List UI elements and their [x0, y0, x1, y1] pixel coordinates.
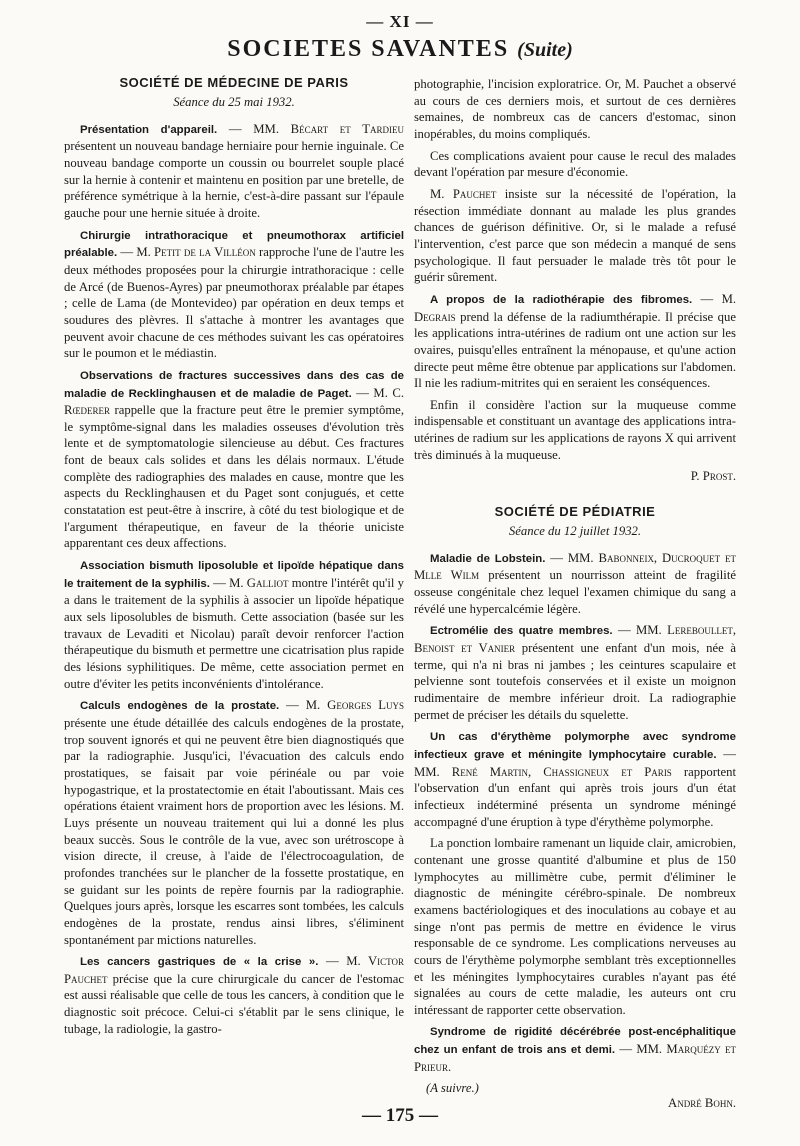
article-authors: M. C. Rœderer	[64, 385, 404, 418]
page-number: — 175 —	[362, 1105, 438, 1126]
article-title: Observations de fractures successives dans des cas de maladie de Recklinghausen et de maladie de Paget.	[64, 369, 404, 400]
article-text: rapproche l'une de l'autre les deux méthodes proposées pour la chirurgie intrathoracique : celle de Arcé (de Buenos-Ayres) par pneumothorax préalable par étapes ; celle de Lama (de Montevideo) par opération en deux temps et soudures des plèvres. Il s'attache à montrer les avantages que peuvent avoir chacune de ces méthodes suivant les cas opératoires sur le poumon et le médiastin.	[64, 245, 405, 361]
article-title: Calculs endogènes de la prostate.	[80, 700, 280, 713]
article-paragraph: A propos de la radiothérapie des fibromes. — M. Degrais prend la défense de la radiumthérapie. Il précise que les applications intra-utérines de radium ont une action sur les ovaires, puisqu'elles entraînent la ménopause, et qu'une action directe peut même être obtenue par applications sur l'abdomen. Il nie les radium-mitrites qui en seraient les conséquences.	[414, 291, 737, 391]
article-paragraph: Ectromélie des quatre membres. — MM. Lereboullet, Benoist et Vanier présentent une enfant d'un mois, née à terme, qui n'a ni bras ni jambes ; les ceintures scapulaire et pelvienne sont toutefois conservées et il existe un moignon rudimentaire de membre inférieur droit. La radiographie permet de préciser les détails du squelette.	[414, 623, 737, 722]
article-text: rapportent l'observation d'un enfant qui après trois jours d'un état infectieux indéterminé présenta un syndrome méningé accompagné d'une éruption à type d'érythème polymorphe.	[414, 764, 737, 829]
left-column	[64, 74, 404, 1042]
to-be-continued: (A suivre.)	[426, 1081, 479, 1096]
section-title-text: SOCIETES SAVANTES	[227, 36, 510, 62]
article-authors: MM. Marquézy et Prieur.	[414, 1042, 737, 1074]
paragraph: La ponction lombaire ramenant un liquide clair, amicrobien, contenant une grosse quantité d'albumine et plus de 150 lymphocytes au millimètre cube, permit d'éliminer le diagnostic de méningite cérébro-spinale. De nombreux examens bactériologiques et des inoculations au cobaye et au singe n'ont pas permis de mettre en évidence le virus responsable de ce syndrome. Les complications nerveuses au cours de l'érythème polymorphe semblant très exceptionnelles et les méningites lymphocytaires curables n'ayant pas été signalées au cours de cette maladie, les auteurs ont cru intéressant de rapporter cette observation.	[414, 836, 736, 1017]
article-paragraph: Association bismuth liposoluble et lipoïde hépatique dans le traitement de la syphilis. — M. Galliot montre l'intérêt qu'il y a dans le traitement de la syphilis à associer un lipoïde hépatique aux sels liposolubles de bismuth. Cette association (basée sur les travaux de Levaditi et Nicolau) paraît devoir renforcer l'action thérapeutique du bismuth et permettre une cicatrisation plus rapide des lésions syphilitiques. De même, cette association permet en outre d'éviter les petits inconvénients d'intolérance.	[64, 560, 404, 691]
article-text: présentent un nourrisson atteint de fragilité osseuse congénitale chez lequel l'examen chimique du sang a révélé une hypercalcémie légère.	[414, 568, 736, 616]
article-text: présentent un nouveau bandage herniaire pour hernie inguinale. Ce nouveau bandage comporte un coussin ou bourrelet souple placé sur la hernie à contenir et maintenu en position par une bretelle, de préférence symétrique à la hernie, c'est-à-dire passant sur l'épaule gauche pour une hernie située à droite.	[64, 139, 404, 220]
article-paragraph: Présentation d'appareil. — MM. Bécart et Tardieu présentent un nouveau bandage herniaire pour hernie inguinale. Ce nouveau bandage comporte un coussin ou bourrelet souple placé sur la hernie à contenir et maintenu en position par une bretelle, de préférence symétrique à la hernie, c'est-à-dire passant sur l'épaule gauche pour une hernie située à droite.	[64, 121, 404, 220]
article-text: précise que la cure chirurgicale du cancer de l'estomac est aussi réalisable que celle de tous les cancers, à condition que le diagnostic soit précoce. Celui-ci s'établit par le sens clinique, le tubage, la radiologie, la gastro-	[64, 971, 404, 1036]
article-text: prend la défense de la radiumthérapie. Il précise que les applications intra-utérines de radium ont une action sur les ovaires, puisqu'elles entraînent la ménopause, et qu'une action directe peut même être obtenue par applications sur l'abdomen. Il nie les radium-mitrites qui en seraient les conséquences.	[414, 309, 736, 391]
article-authors: MM. Bécart et Tardieu	[253, 121, 404, 136]
society-heading: SOCIÉTÉ DE PÉDIATRIE	[494, 504, 656, 520]
article-title: Un cas d'érythème polymorphe avec syndrome infectieux grave et méningite lymphocytaire curable.	[414, 731, 736, 761]
society-heading: SOCIÉTÉ DE MÉDECINE DE PARIS	[119, 75, 349, 90]
section-title	[0, 34, 800, 65]
article-authors: M. Victor Pauchet	[64, 954, 405, 986]
article-title: Chirurgie intrathoracique et pneumothorax artificiel préalable.	[64, 229, 404, 260]
paragraph	[414, 186, 736, 286]
article-text: rappelle que la fracture peut être le premier symptôme, le symptôme-signal dans les maladies osseuses d'évolution très lente et de symptomatologie silencieuse au début. Ces fractures font de beaux cals solides et dans les délais normaux. L'étude complète des radiographies des malades en cause, montre que les aspects du Recklinghausen et du Paget sont conjugués, et cette constatation est peut-être à inscrire, à côté du test biologique et de l'argument thérapeutique, en faveur de la théorie uniciste apparentant ces deux affections.	[64, 403, 404, 551]
article-authors: MM. Babonneix, Ducroquet et Mlle Wilm	[414, 550, 737, 583]
article-authors: M. Galliot	[229, 575, 289, 590]
article-paragraph: Chirurgie intrathoracique et pneumothorax artificiel préalable. — M. Petit de la Villéon rapproche l'une de l'autre les deux méthodes proposées pour la chirurgie intrathoracique : celle de Arcé (de Buenos-Ayres) par pneumothorax préalable par étapes ; celle de Lama (de Montevideo) par opération en deux temps et soudures des plèvres. Il s'attache à montrer les avantages que peuvent avoir chacune de ces méthodes suivant les cas opératoires sur le poumon et le médiastin.	[64, 229, 405, 361]
article-authors: MM. Lereboullet, Benoist et Vanier	[414, 623, 737, 656]
article-paragraph: Calculs endogènes de la prostate. — M. Georges Luys présente une étude détaillée des calculs endogènes de la prostate, trop souvent ignorés et qui ne peuvent être bien diagnostiqués que par la radiographie. Jusqu'ici, l'évacuation des calculs endo prostatiques, se faisait par voie périnéale ou par voie hypogastrique, et la prostatectomie en était l'aboutissant. Mais ces opérations étaient vraiment hors de proportion avec les lésions. M. Luys présente un nouveau traitement qui lui a donné les plus beaux succès. Sous le contrôle de la vue, avec son urétroscope à vision directe, il creuse, à l'aide de l'électrocoagulation, de profondes tranchées sur le plancher de la fossette prostatique, en se guidant sur les points de repère fournis par la radiographie. Quelques jours après, lorsque les escarres sont tombées, les calculs endogènes de la prostate, rendus ainsi libres, s'éliminent spontanément par mictions naturelles.	[64, 698, 405, 947]
article-authors: M. Degrais	[414, 291, 737, 324]
article-title: Ectromélie des quatre membres.	[430, 625, 613, 638]
paragraph: Ces complications avaient pour cause le recul des malades devant l'opération par mesure d'économie.	[414, 148, 736, 180]
article-paragraph: Un cas d'érythème polymorphe avec syndrome infectieux grave et méningite lymphocytaire curable. — MM. René Martin, Chassigneux et Paris rapportent l'observation d'un enfant qui après trois jours d'un état infectieux indéterminé présenta un syndrome méningé accompagné d'une éruption à type d'érythème polymorphe.	[414, 731, 737, 829]
article-text: présentent une enfant d'un mois, née à terme, qui n'a ni bras ni jambes ; les ceintures scapulaire et pelvienne sont toutefois conservées et il existe un moignon rudimentaire de membre inférieur droit. La radiographie permet de préciser les détails du squelette.	[414, 641, 737, 722]
continued-paragraph: photographie, l'incision exploratrice. Or, M. Pauchet a observé au cours de ces derniers mois, et surtout de ces dernières semaines, de nombreux cas de cancers d'estomac, sinon inopérables, du moins compliqués.	[414, 77, 736, 141]
article-paragraph: Observations de fractures successives dans des cas de maladie de Recklinghausen et de maladie de Paget. — M. C. Rœderer rappelle que la fracture peut être le premier symptôme, le symptôme-signal dans les maladies osseuses d'évolution très lente et de symptomatologie silencieuse au début. Ces fractures font de beaux cals solides et dans les délais normaux. L'étude complète des radiographies des malades en cause, montre que les aspects du Recklinghausen et du Paget sont conjugués, et cette constatation est peut-être à inscrire, à côté du test biologique et de l'argument thérapeutique, en faveur de la théorie uniciste apparentant ces deux affections.	[64, 369, 404, 551]
article-authors: M. Pauchet	[430, 186, 497, 201]
article-title: Association bismuth liposoluble et lipoïde hépatique dans le traitement de la syphilis.	[64, 560, 404, 590]
article-title: Présentation d'appareil.	[80, 123, 218, 136]
article-title: A propos de la radiothérapie des fibromes.	[430, 293, 693, 306]
signature: André Bohn.	[668, 1096, 736, 1111]
article-title: Les cancers gastriques de « la crise ».	[80, 956, 319, 969]
right-column	[414, 76, 736, 1112]
article-paragraph: Les cancers gastriques de « la crise ». — M. Victor Pauchet précise que la cure chirurgicale du cancer de l'estomac est aussi réalisable que celle de tous les cancers, à condition que le diagnostic soit précoce. Celui-ci s'établit par le sens clinique, le tubage, la radiologie, la gastro-	[64, 954, 405, 1036]
article-authors: M. Georges Luys	[305, 698, 405, 713]
article-title: Maladie de Lobstein.	[430, 552, 546, 565]
session-date: Séance du 25 mai 1932.	[173, 95, 295, 109]
article-authors: M. Petit de la Villéon	[136, 245, 256, 260]
running-head: — XI —	[366, 12, 434, 31]
article-text: montre l'intérêt qu'il y a dans le traitement de la syphilis à associer un lipoïde hépatique aux sels liposolubles de bismuth. Cette association (basée sur les travaux de Levaditi et Nicolau) paraît devoir renforcer l'action thérapeutique du bismuth et permettre une cicatrisation plus rapide des lésions syphilitiques. De même, cette association permet en outre d'éviter les petits inconvénients d'intolérance.	[64, 575, 404, 691]
article-title: Syndrome de rigidité décérébrée post-encéphalitique chez un enfant de trois ans et demi.	[414, 1026, 736, 1057]
article-paragraph: Syndrome de rigidité décérébrée post-encéphalitique chez un enfant de trois ans et demi. — MM. Marquézy et Prieur.	[414, 1026, 737, 1074]
article-authors: MM. René Martin, Chassigneux et Paris	[414, 764, 672, 779]
signature: P. Prost.	[690, 469, 736, 484]
paragraph: Enfin il considère l'action sur la muqueuse comme indispensable et constituant un avantage des applications intra-utérines de radium sur les applications de rayons X qui arrivent très diminués à la muqueuse.	[414, 397, 736, 462]
section-title-suite: (Suite)	[517, 39, 573, 61]
article-text: présente une étude détaillée des calculs endogènes de la prostate, trop souvent ignorés et qui ne peuvent être bien diagnostiqués que par la radiographie. Jusqu'ici, l'évacuation des calculs endo prostatiques, se faisait par voie périnéale ou par voie hypogastrique, et la prostatectomie en était l'aboutissant. Mais ces opérations étaient vraiment hors de proportion avec les lésions. M. Luys présente un nouveau traitement qui lui a donné les plus beaux succès. Sous le contrôle de la vue, avec son urétroscope à vision directe, il creuse, à l'aide de l'électrocoagulation, de profondes tranchées sur le plancher de la fossette prostatique, en se guidant sur les points de repère fournis par la radiographie. Quelques jours après, lorsque les escarres sont tombées, les calculs endogènes de la prostate, rendus ainsi libres, s'éliminent spontanément par mictions naturelles.	[64, 715, 404, 947]
session-date: Séance du 12 juillet 1932.	[508, 524, 642, 539]
article-text: insiste sur la nécessité de l'opération, la résection immédiate donnant au malade les plus grandes chances de guérison définitive. Or, si le malade a refusé l'intervention, c'est parce que son médecin a manqué de sens psychologique. Il faut persuader le malade très tôt pour le guérir sûrement.	[414, 186, 736, 285]
article-paragraph: Maladie de Lobstein. — MM. Babonneix, Ducroquet et Mlle Wilm présentent un nourrisson atteint de fragilité osseuse congénitale chez lequel l'examen chimique du sang a révélé une hypercalcémie légère.	[414, 550, 737, 616]
